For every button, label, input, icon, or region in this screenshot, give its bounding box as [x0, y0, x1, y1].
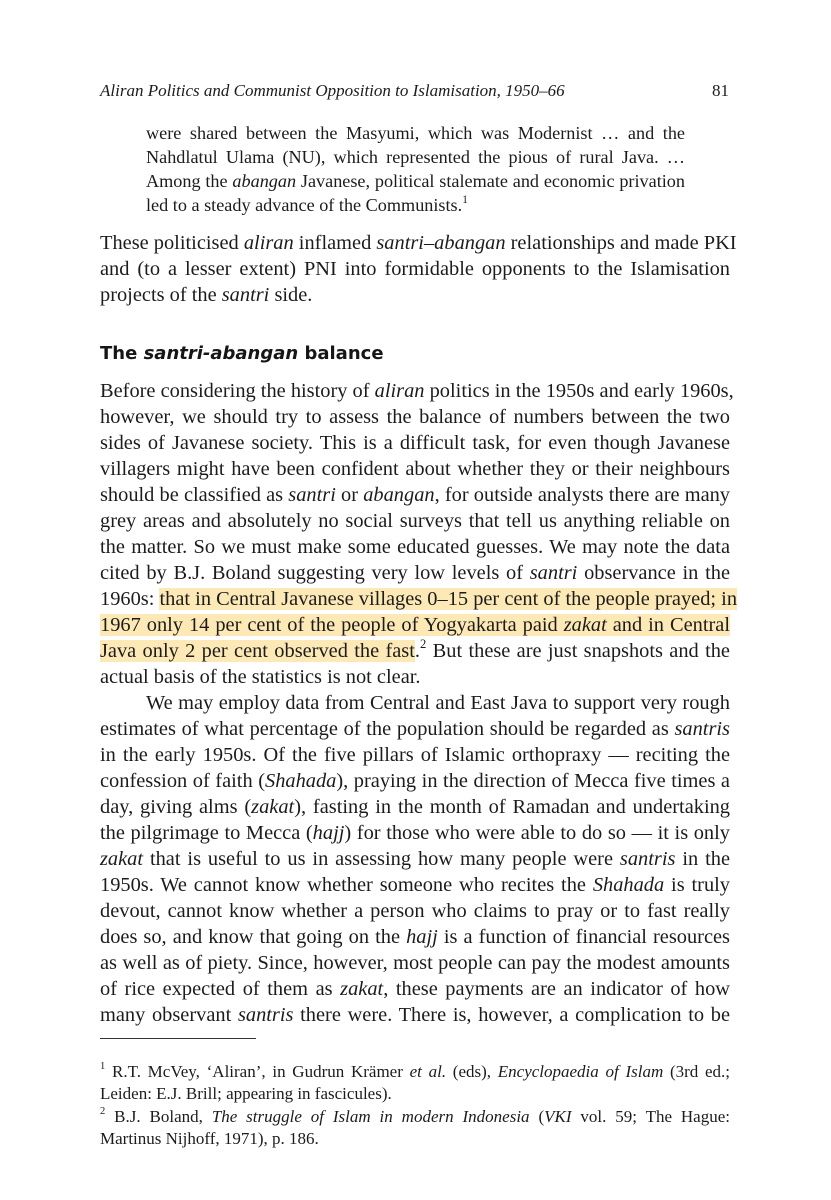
paragraph-line: Before considering the history of aliran politics in the 1950s and early 1960s,	[100, 380, 734, 402]
p2-line-6-text: grey areas and absolutely no social surveys that tell us anything reliable on	[100, 510, 730, 532]
paragraph-line: zakat that is useful to us in assessing how many people were santris in the	[100, 848, 730, 870]
paragraph-line: does so, and know that going on the hajj is a function of financial resources	[100, 926, 730, 948]
paragraph-line: cited by B.J. Boland suggesting very low levels of santri observance in the	[100, 562, 730, 584]
p2-line-3-text: sides of Javanese society. This is a difficult task, for even though Javanese	[100, 432, 730, 454]
paragraph-line	[100, 404, 730, 430]
page-number: 81	[712, 81, 729, 100]
paragraph-line	[100, 256, 730, 282]
paragraph-line: 1960s: that in Central Javanese villages 0–15 per cent of the people prayed; in	[100, 588, 738, 610]
quote-line	[146, 121, 685, 145]
highlight-segment[interactable]: that in Central Javanese villages 0–15 per cent of the people prayed; in	[159, 588, 738, 610]
paragraph-line: estimates of what percentage of the population should be regarded as santris	[100, 718, 730, 740]
p3-line-9-text: devout, cannot know whether a person who claims to pray or to fast really	[100, 900, 730, 922]
p1-line-2-text: and (to a lesser extent) PNI into formidable opponents to the Islamisation	[100, 258, 730, 280]
paragraph-line	[100, 898, 730, 924]
quote-line	[146, 145, 685, 169]
fn2-line-2-text: Martinus Nijhoff, 1971), p. 186.	[100, 1129, 319, 1148]
p3-line-1-text: We may employ data from Central and East Java to support very rough	[146, 692, 730, 714]
footnote-number: 1	[100, 1061, 106, 1073]
footnote-1: $^1$ R.T. McVey, ‘Aliran’, in Gudrun Krämer et al. (eds), Encyclopaedia of Islam (3rd ed.;	[100, 1061, 731, 1081]
footnote-divider	[100, 1038, 256, 1039]
quote-line: Among the abangan Javanese, political stalemate and economic privation	[146, 171, 685, 191]
quote-line: led to a steady advance of the Communists.$^1$	[146, 193, 468, 215]
section-heading	[100, 342, 384, 366]
paragraph-line	[100, 612, 730, 638]
p2-line-7-text: the matter. So we must make some educated guesses. We may note the data	[100, 536, 730, 558]
footnote-2: $^2$ B.J. Boland, The struggle of Islam in modern Indonesia (VKI vol. 59; The Hague:	[100, 1106, 730, 1126]
quote-line-2-text: Nahdlatul Ulama (NU), which represented the pious of rural Java. …	[146, 147, 685, 167]
paragraph-line	[100, 950, 730, 976]
paragraph-line: 1950s. We cannot know whether someone who recites the Shahada is truly	[100, 874, 730, 896]
paragraph-line: These politicised aliran inflamed santri–abangan relationships and made PKI	[100, 232, 737, 254]
paragraph-line	[100, 534, 730, 560]
running-title: Aliran Politics and Communist Opposition to Islamisation, 1950–66	[100, 81, 565, 100]
heading-prefix: The	[100, 343, 144, 364]
paragraph-line	[100, 664, 421, 690]
footnote-1-cont	[100, 1083, 392, 1105]
footnote-ref-2[interactable]: 2	[420, 636, 427, 651]
p2-line-4-text: villagers might have been confident about whether they or their neighbours	[100, 458, 730, 480]
paragraph-line: projects of the santri side.	[100, 284, 313, 306]
p3-line-11-text: as well as of piety. Since, however, most people can pay the modest amounts	[100, 952, 730, 974]
heading-italic: santri-abangan	[143, 343, 299, 364]
p3-line-3-text: in the early 1950s. Of the five pillars of Islamic orthopraxy — reciting the	[100, 744, 730, 766]
quote-line-1-text: were shared between the Masyumi, which was Modernist … and the	[146, 123, 685, 143]
paragraph-line: the pilgrimage to Mecca (hajj) for those who were able to do so — it is only	[100, 822, 730, 844]
highlight-segment[interactable]: Java only 2 per cent observed the fast	[100, 640, 415, 662]
footnote-number: 2	[100, 1106, 106, 1118]
paragraph-line: Java only 2 per cent observed the fast.$^2$ But these are just snapshots and the	[100, 636, 730, 662]
paragraph-line	[146, 690, 730, 716]
paragraph-line: day, giving alms (zakat), fasting in the month of Ramadan and undertaking	[100, 796, 731, 818]
highlight-segment[interactable]: 1967 only 14 per cent of the people of Yogyakarta paid zakat and in Central	[100, 614, 730, 636]
fn1-line-2-text: Leiden: E.J. Brill; appearing in fascicules).	[100, 1084, 392, 1103]
paragraph-line	[100, 742, 730, 768]
p2-line-2-text: however, we should try to assess the balance of numbers between the two	[100, 406, 730, 428]
paragraph-line	[100, 456, 730, 482]
heading-suffix: balance	[298, 343, 384, 364]
p2-line-12-text: actual basis of the statistics is not clear.	[100, 666, 421, 688]
paragraph-line	[100, 508, 730, 534]
paragraph-line: should be classified as santri or abangan, for outside analysts there are many	[100, 484, 731, 506]
paragraph-line: confession of faith (Shahada), praying in the direction of Mecca five times a	[100, 770, 730, 792]
paragraph-line: of rice expected of them as zakat, these payments are an indicator of how	[100, 978, 730, 1000]
footnote-2-cont	[100, 1128, 319, 1150]
footnote-ref-1[interactable]: 1	[462, 193, 468, 206]
paragraph-line: many observant santris there were. There is, however, a complication to be	[100, 1004, 730, 1026]
paragraph-line	[100, 430, 730, 456]
